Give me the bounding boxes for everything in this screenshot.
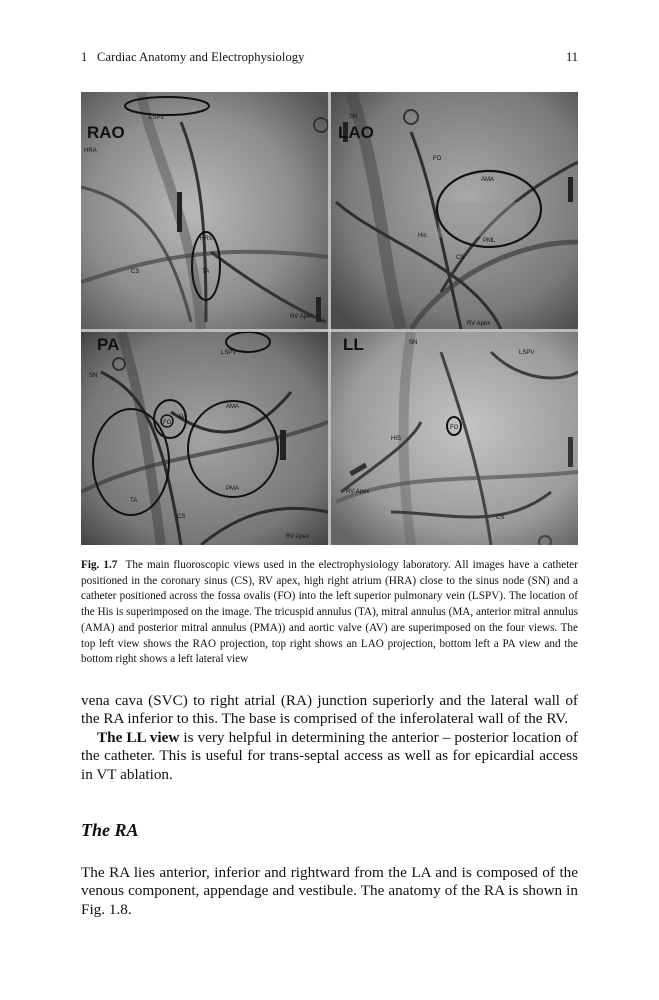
ll-lspv-label: LSPV <box>519 350 535 356</box>
lao-sn-label: SN <box>349 114 358 120</box>
pa-lspv-label: LSPV <box>221 350 237 356</box>
rao-hra-label: HRA <box>84 148 97 154</box>
panel-ll <box>331 332 578 545</box>
ll-his-label: HIS <box>391 436 402 442</box>
running-head <box>81 50 578 65</box>
lao-cs-label: CS <box>456 255 465 261</box>
figure-caption <box>81 558 578 668</box>
chapter-title: 1 Cardiac Anatomy and Electrophysiology <box>81 50 305 64</box>
ll-view-label: LL <box>343 335 364 354</box>
figure-caption-label: Fig. 1.7 <box>81 559 118 571</box>
rao-cs-label: CS <box>131 269 140 275</box>
lao-view-label: LAO <box>338 123 374 142</box>
panel-lao <box>331 92 578 329</box>
body-paragraph-2-rest: is very helpful in determining the anterior – posterior location of the catheter. This is useful for trans-septal access as well as for epicardial access in VT ablation. <box>81 729 578 783</box>
ll-view-lead: The LL view <box>97 729 180 746</box>
lao-rv-apex-label: RV Apex <box>467 321 491 327</box>
body-paragraph-1: vena cava (SVC) to right atrial (RA) junction superiorly and the lateral wall of the RA inferior to this. The base is comprised of the inferolateral wall of the RV. <box>81 692 578 728</box>
rao-rv-apex-label: RV Apex <box>290 314 314 320</box>
pa-ta-label: TA <box>130 498 138 504</box>
lao-ama-label: AMA <box>481 177 495 183</box>
lao-pml-label: PML <box>483 238 496 244</box>
rao-view-label: RAO <box>87 123 125 142</box>
figure-caption-text: The main fluoroscopic views used in the electrophysiology laboratory. All images have a catheter positioned in the coronary sinus (CS), RV apex, high right atrium (HRA) close to the sinus node (SN) and a catheter positioned across the fossa ovalis (FO) into the left superior pulmonary vein (LSPV). The location of the His is superimposed on the image. The tricuspid annulus (TA), mitral annulus (MA, anterior mitral annulus (AMA) and posterior mitral annulus (PMA)) and aortic valve (AV) are superimposed on the four views. The top left view shows the RAO projection, top right shows an LAO projection, bottom left a PA view and the bottom right shows a left lateral view <box>81 559 579 666</box>
rao-hrs-label: HRS <box>200 236 213 242</box>
ll-sn-label: SN <box>409 340 418 346</box>
pa-cs-label: CS <box>177 514 186 520</box>
pa-ama-label: AMA <box>226 404 240 410</box>
lao-his-label: His <box>418 233 427 239</box>
pa-rv-apex-label: RV Apex <box>286 534 310 540</box>
pa-pma-label: PMA <box>226 486 240 492</box>
figure-1-7 <box>81 92 578 545</box>
rao-ta-label: TA <box>202 269 210 275</box>
fluoroscopy-image <box>81 92 578 545</box>
ll-cs-label: CS <box>496 515 505 521</box>
pa-fo-label: FO <box>163 420 172 426</box>
panel-pa <box>81 332 328 545</box>
page-number: 11 <box>565 50 578 64</box>
section-heading: The RA <box>81 820 139 840</box>
panel-rao <box>81 92 328 329</box>
ll-fo-label: FO <box>450 425 459 431</box>
body-paragraph-3: The RA lies anterior, inferior and rightward from the LA and is composed of the venous component, appendage and vestibule. The anatomy of the RA is shown in Fig. 1.8. <box>81 864 578 918</box>
ll-rv-apex-label: RV Apex <box>346 489 370 495</box>
pa-av-label: AV <box>178 414 186 420</box>
rao-lspv-label: LSPV <box>149 115 165 121</box>
pa-sn-label: SN <box>89 373 98 379</box>
lao-fo-label: FO <box>433 156 442 162</box>
pa-view-label: PA <box>97 335 120 354</box>
body-paragraph-2 <box>81 729 578 784</box>
